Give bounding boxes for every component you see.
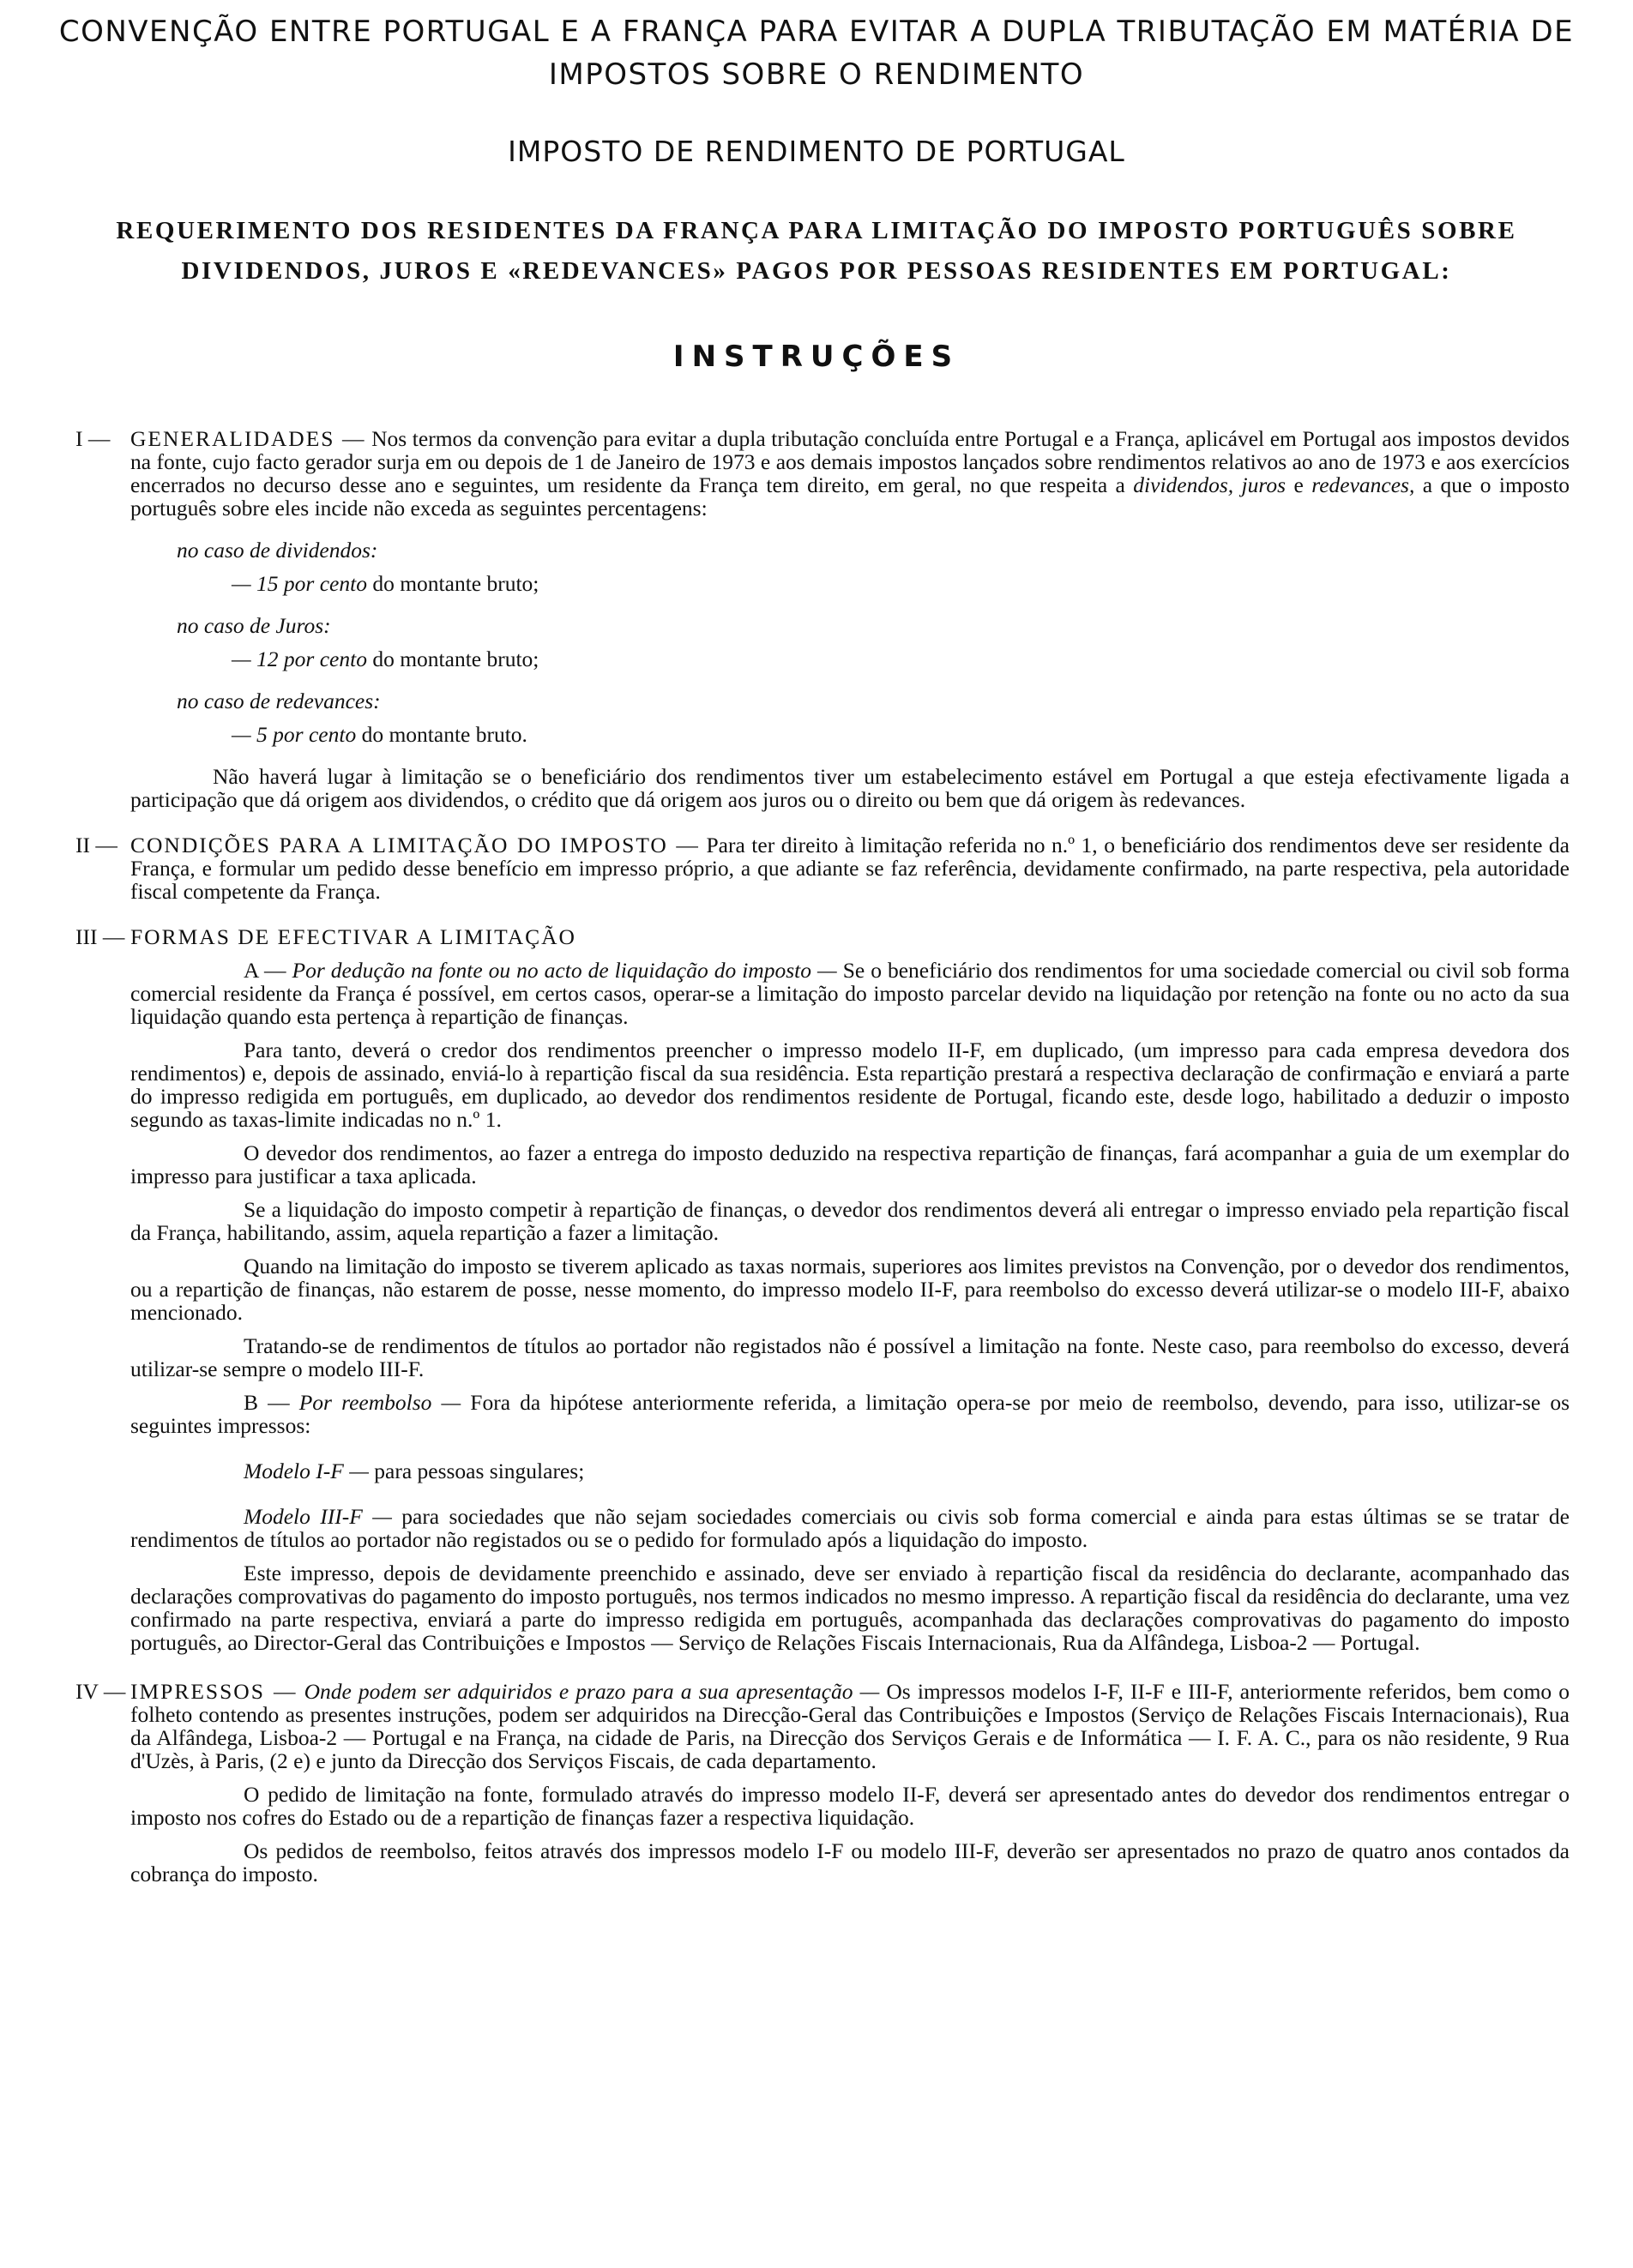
paragraph-text: Nos termos da convenção para evitar a dupla tributação concluída entre Portugal e a França, aplicável em Portugal aos impostos devidos na fonte, cujo facto gerador surja em ou depois de 1 de Janeiro de 1973 e aos demais impostos lançados sobre rendimentos relativos ao ano de 1973 e aos exercícios encerrados no decurso desse ano e seguintes, um residente da França tem direito, em geral, no que respeita a [130, 426, 1570, 497]
section-number: III — [75, 924, 125, 949]
document-body [75, 427, 1570, 1903]
section-2 [75, 833, 1570, 904]
paragraph-text: Se a liquidação do imposto competir à repartição de finanças, o devedor dos rendimentos deverá ali entregar o impresso enviado pela repartição fiscal da França, habilitando, assim, aquela repartição a fazer a limitação. [130, 1197, 1570, 1245]
paragraph-text: para sociedades que não sejam sociedades comerciais ou civis sob forma comercial e ainda para estas últimas se se tratar de rendimentos de títulos ao portador não registados ou se o pedido for formulado após a liquidação do imposto. [130, 1504, 1570, 1552]
case-label: no caso de redevances: [177, 689, 381, 713]
case-rate [232, 572, 1570, 595]
rate-basis: do montante bruto; [372, 647, 539, 671]
paragraph-text: e [1293, 472, 1304, 497]
subsection-title: Por reembolso — [298, 1390, 461, 1415]
emphasis-text: dividendos, juros [1133, 472, 1287, 497]
paragraph-text: Para tanto, deverá o credor dos rendimentos preencher o impresso modelo II-F, em duplicado, (um impresso para cada empresa devedora dos rendimentos) e, depois de assinado, enviá-lo à repartição fiscal da sua residência. Esta repartição prestará a respectiva declaração de confirmação e enviará a parte do impresso redigida em português, em duplicado, ao devedor dos rendimentos residente de Portugal, ficando este, desde logo, habilitado a deduzir o imposto segundo as taxas-limite indicadas no n.º 1. [130, 1038, 1570, 1132]
section-number: II — [75, 833, 118, 857]
subsection-b [130, 1391, 1570, 1437]
paragraph-text: Os impressos modelos I-F, II-F e III-F, anteriormente referidos, bem como o folheto contendo as presentes instruções, podem ser adquiridos na Direcção-Geral das Contribuições e Impostos (Serviço de Relações Fiscais Internacionais), Rua da Alfândega, Lisboa-2 — Portugal e na França, na cidade de Paris, na Direcção dos Serviços Gerais e de Informática — I. F. A. C., para os não residente, 9 Rua d'Uzès, à Paris, (2 e) e junto da Direcção dos Serviços Fiscais, de cada departamento. [130, 1679, 1570, 1773]
paragraph-text: Este impresso, depois de devidamente preenchido e assinado, deve ser enviado à repartição fiscal da residência do declarante, acompanhado das declarações comprovativas do pagamento do imposto português, nos termos indicados no mesmo impresso. A repartição fiscal da residência do declarante, uma vez confirmado na parte respectiva, enviará a parte do impresso redigida em português, acompanhada das declarações comprovativas do pagamento do imposto português, ao Director-Geral das Contribuições e Impostos — Serviço de Relações Fiscais Internacionais, Rua da Alfândega, Lisboa-2 — Portugal. [130, 1561, 1570, 1655]
paragraph-text: O devedor dos rendimentos, ao fazer a entrega do imposto deduzido na respectiva repartição de finanças, fará acompanhar a guia de um exemplar do impresso para justificar a taxa aplicada. [130, 1140, 1570, 1188]
section-heading: FORMAS DE EFECTIVAR A LIMITAÇÃO [130, 924, 576, 949]
model-entry [130, 1505, 1570, 1551]
paragraph-text: Fora da hipótese anteriormente referida, a limitação opera-se por meio de reembolso, devendo, para isso, utilizar-se os seguintes impressos: [130, 1390, 1570, 1438]
section-4-text [130, 1680, 1570, 1772]
case-rate [232, 723, 1570, 746]
section-heading: GENERALIDADES — [130, 426, 366, 451]
section-1-text [130, 427, 1570, 520]
case-label: no caso de dividendos: [177, 538, 378, 562]
section-number: IV — [75, 1679, 126, 1704]
rate-value: — 15 por cento [232, 571, 367, 596]
model-label: Modelo I-F — [244, 1459, 369, 1483]
model-label: Modelo III-F — [244, 1504, 392, 1529]
section-3 [75, 924, 1570, 1655]
request-heading: REQUERIMENTO DOS RESIDENTES DA FRANÇA PARA LIMITAÇÃO DO IMPOSTO PORTUGUÊS SOBRE DIVIDENDOS, JUROS E «REDEVANCES» PAGOS POR PESSOAS RESIDENTES EM PORTUGAL: [116, 217, 1517, 285]
paragraph-text: a que o imposto português sobre eles incide não exceda as seguintes percentagens: [130, 472, 1570, 520]
section-heading: CONDIÇÕES PARA A LIMITAÇÃO DO IMPOSTO — [130, 833, 700, 857]
paragraph-text: O pedido de limitação na fonte, formulado através do impresso modelo II-F, deverá ser apresentado antes do devedor dos rendimentos entregar o imposto nos cofres do Estado ou de a repartição de finanças fazer a respectiva liquidação. [130, 1782, 1570, 1830]
paragraph-text: Quando na limitação do imposto se tiverem aplicado as taxas normais, superiores aos limites previstos na Convenção, por o devedor dos rendimentos, ou a repartição de finanças, não estarem de posse, nesse momento, do impresso modelo II-F, para reembolso do excesso deverá utilizar-se o modelo III-F, abaixo mencionado. [130, 1254, 1570, 1325]
paragraph-text: Os pedidos de reembolso, feitos através dos impressos modelo I-F ou modelo III-F, deverão ser apresentados no prazo de quatro anos contados da cobrança do imposto. [130, 1838, 1570, 1886]
subsection-a [130, 959, 1570, 1028]
instructions-heading: INSTRUÇÕES [672, 340, 961, 374]
paragraph-text: Para ter direito à limitação referida no n.º 1, o beneficiário dos rendimentos deve ser residente da França, e formular um pedido desse benefício em impresso próprio, a que adiante se faz referência, devidamente confirmado, na parte respectiva, pela autoridade fiscal competente da França. [130, 833, 1570, 904]
rate-basis: do montante bruto; [372, 571, 539, 596]
case-label: no caso de Juros: [177, 613, 331, 638]
subsection-title: Por dedução na fonte ou no acto de liquidação do imposto — [292, 958, 837, 983]
document-title: CONVENÇÃO ENTRE PORTUGAL E A FRANÇA PARA EVITAR A DUPLA TRIBUTAÇÃO EM MATÉRIA DE IMPOSTOS SOBRE O RENDIMENTO [58, 15, 1575, 92]
paragraph-text: Tratando-se de rendimentos de títulos ao portador não registados não é possível a limitação na fonte. Neste caso, para reembolso do excesso, deverá utilizar-se sempre o modelo III-F. [130, 1333, 1570, 1381]
rate-value: — 5 por cento [232, 722, 357, 747]
paragraph-text: Não haverá lugar à limitação se o beneficiário dos rendimentos tiver um estabelecimento estável em Portugal a que esteja efectivamente ligada a participação que dá origem aos dividendos, o crédito que dá origem aos juros ou o direito ou bem que dá origem às redevances. [130, 764, 1570, 812]
section-heading: IMPRESSOS — [130, 1679, 298, 1704]
emphasis-text: redevances, [1311, 472, 1415, 497]
paragraph-text: Se o beneficiário dos rendimentos for uma sociedade comercial ou civil sob forma comercial residente da França é possível, em certos casos, operar-se a limitação do imposto parcelar devido na liquidação por retenção na fonte ou no acto da sua liquidação quando esta pertença à repartição de finanças. [130, 958, 1570, 1029]
rate-value: — 12 por cento [232, 647, 367, 671]
section-1 [75, 426, 1570, 812]
subsection-label: A — [244, 958, 286, 983]
section-2-text [130, 833, 1570, 903]
rate-basis: do montante bruto. [361, 722, 527, 747]
paragraph-text: para pessoas singulares; [374, 1459, 585, 1483]
section-number: I — [75, 426, 111, 451]
case-rate [232, 647, 1570, 671]
subsection-title: Onde podem ser adquiridos e prazo para a sua apresentação — [304, 1679, 880, 1704]
model-entry [130, 1459, 1570, 1483]
subsection-label: B — [244, 1390, 290, 1415]
section-4 [75, 1679, 1570, 1886]
document-subtitle: IMPOSTO DE RENDIMENTO DE PORTUGAL [508, 135, 1125, 168]
